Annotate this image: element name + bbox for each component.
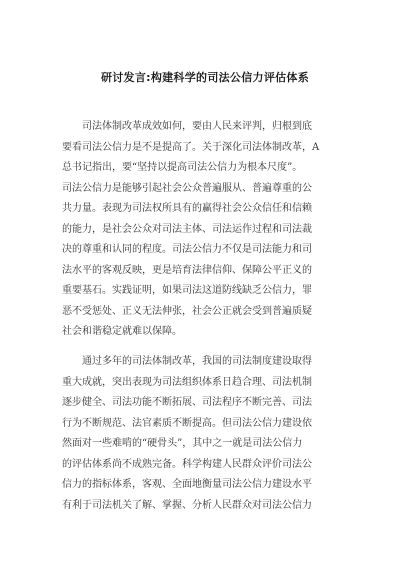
paragraph-line: 共力量。表现为司法权所具有的赢得社会公众信任和信赖 [62,203,312,214]
paragraph-line: 有利于司法机关了解、掌握、分析人民群众对司法公信力 [62,499,312,511]
document-title: 研讨发言:构建科学的司法公信力评估体系 [100,71,310,84]
paragraph-line: 信力的指标体系，客观、全面地衡量司法公信力建设水平 [62,479,312,490]
paragraph-line: 行为不断规范、法官素质不断提高。但司法公信力建设依 [62,417,312,429]
paragraph-1 [62,117,352,343]
paragraph-line: 的评估体系尚不成熟完备。科学构建人民群众评价司法公 [62,458,312,470]
paragraph-line: 重要基石。实践证明，如果司法这道防线缺乏公信力，罪 [62,285,312,296]
paragraph-2 [62,352,352,516]
paragraph-line: 社会和谐稳定就难以保障。 [62,326,182,337]
paragraph-line: 然面对一些难啃的“硬骨头”，其中之一就是司法公信力 [62,438,303,449]
paragraph-line: 逐步健全、司法功能不断拓展、司法程序不断完善、司法 [62,397,312,408]
paragraph-line: 通过多年的司法体制改革，我国的司法制度建设取得 [82,356,312,367]
paragraph-line: 总书记指出，要“坚持以提高司法公信力为根本尺度”。 [62,162,303,173]
paragraph-line: 司法公信力是能够引起社会公众普遍服从、普遍尊重的公 [62,182,312,194]
paragraph-line: 重大成就，突出表现为司法组织体系日趋合理、司法机制 [62,376,312,388]
paragraph-line: 要看司法公信力是不是提高了。关于深化司法体制改革，A [62,141,320,153]
paragraph-line: 法水平的客观反映，更是培育法律信仰、保障公平正义的 [62,264,312,276]
paragraph-line: 决的尊重和认同的程度。司法公信力不仅是司法能力和司 [62,244,312,255]
paragraph-line: 恶不受惩处、正义无法伸张，社会公正就会受到普遍质疑 [62,305,312,317]
paragraph-line: 司法体制改革成效如何，要由人民来评判，归根到底 [82,121,312,132]
paragraph-line: 的能力，是社会公众对司法主体、司法运作过程和司法裁 [62,223,312,235]
